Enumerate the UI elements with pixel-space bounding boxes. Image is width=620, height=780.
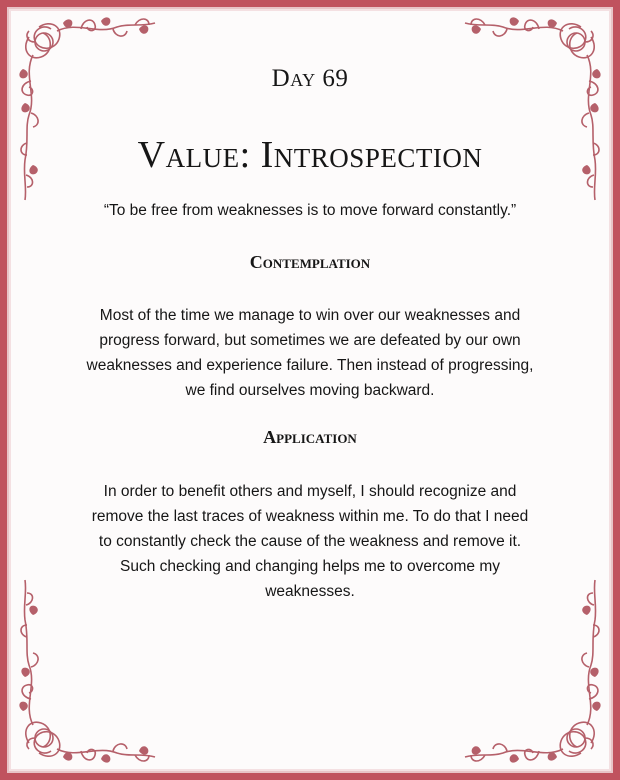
contemplation-paragraph <box>50 303 570 403</box>
paragraph-line: weaknesses. <box>265 583 355 600</box>
application-heading: Application <box>263 427 357 447</box>
paragraph-line: Such checking and changing helps me to overcome my <box>120 558 500 575</box>
day-label: Day 69 <box>271 65 349 92</box>
application-paragraph <box>50 479 570 604</box>
quote-text: “To be free from weaknesses is to move forward constantly.” <box>103 202 517 219</box>
paragraph-line: remove the last traces of weakness within me. To do that I need <box>91 508 529 525</box>
contemplation-heading: Contemplation <box>249 252 371 272</box>
paragraph-line: progress forward, but sometimes we are defeated by our own <box>99 332 521 349</box>
paragraph-line: we find ourselves moving backward. <box>185 382 435 399</box>
paragraph-line: In order to benefit others and myself, I should recognize and <box>103 483 517 500</box>
paragraph-line: Most of the time we manage to win over our weaknesses and <box>99 307 521 324</box>
paragraph-line: to constantly check the cause of the weakness and remove it. <box>98 533 522 550</box>
paragraph-line: weaknesses and experience failure. Then instead of progressing, <box>86 357 534 374</box>
page-title: Value: Introspection <box>137 134 483 176</box>
